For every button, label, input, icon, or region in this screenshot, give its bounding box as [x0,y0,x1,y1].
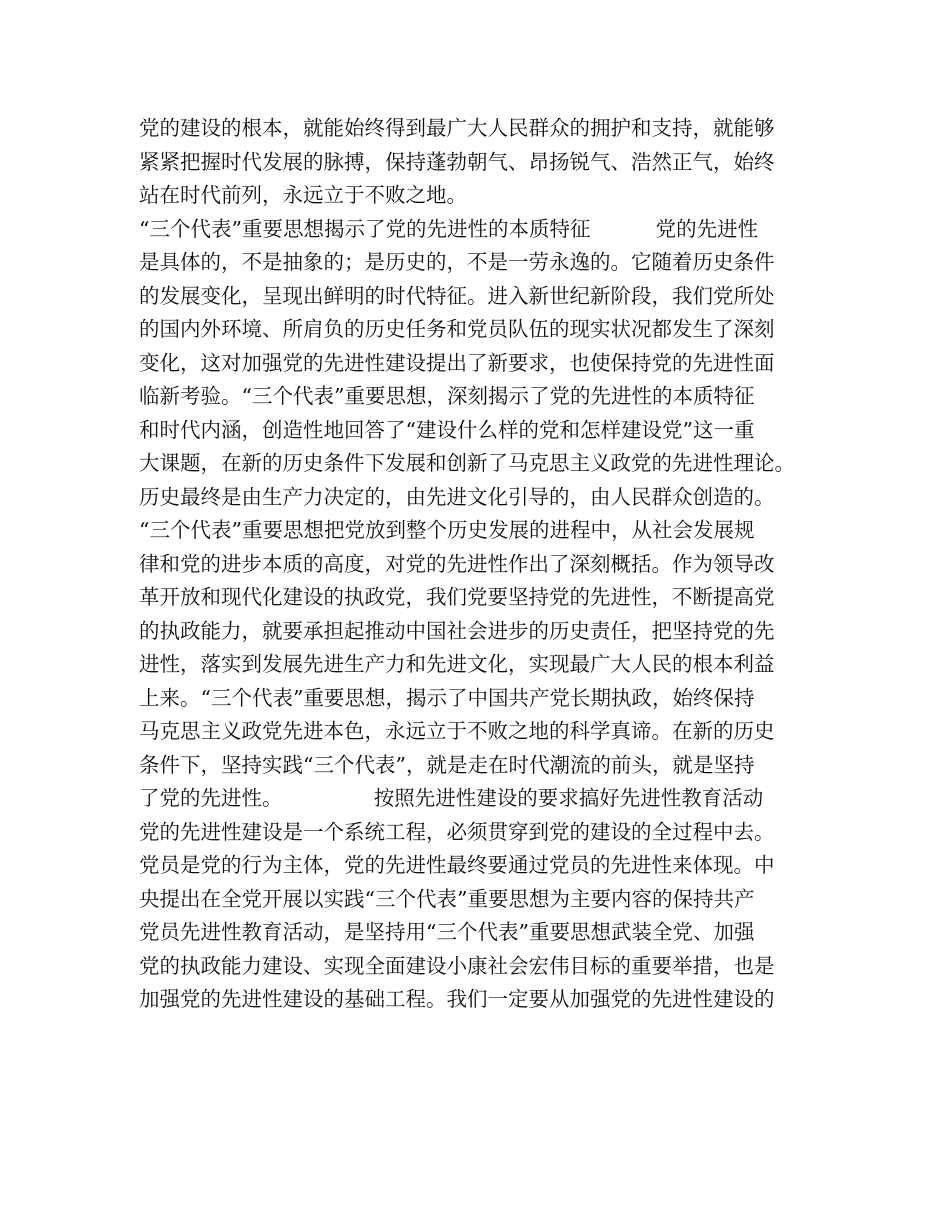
text-line: 变化，这对加强党的先进性建设提出了新要求，也使保持党的先进性面 [139,350,775,375]
text-line: 党的执政能力建设、实现全面建设小康社会宏伟目标的重要举措，也是 [139,953,775,978]
text-line: 加强党的先进性建设的基础工程。我们一定要从加强党的先进性建设的 [139,987,775,1011]
text-line: 大课题，在新的历史条件下发展和创新了马克思主义政党的先进性理论。 [139,451,795,475]
text-line: 律和党的进步本质的高度，对党的先进性作出了深刻概括。作为领导改 [139,551,775,576]
text-line: 条件下，坚持实践“三个代表”，就是走在时代潮流的前头，就是坚持 [139,752,755,777]
body-text [139,112,829,1017]
text-line: “三个代表”重要思想把党放到整个历史发展的进程中，从社会发展规 [139,518,755,542]
text-line: 马克思主义政党先进本色，永远立于不败之地的科学真谛。在新的历史 [139,719,775,743]
text-line: 上来。“三个代表”重要思想，揭示了中国共产党长期执政，始终保持 [139,685,755,710]
text-line: 进性，落实到发展先进生产力和先进文化，实现最广大人民的根本利益 [139,652,775,676]
text-line: 党的建设的根本，就能始终得到最广大人民群众的拥护和支持，就能够 [139,116,775,140]
text-line: 的国内外环境、所肩负的历史任务和党员队伍的现实状况都发生了深刻 [139,317,775,341]
text-line: 临新考验。“三个代表”重要思想，深刻揭示了党的先进性的本质特征 [139,384,755,408]
text-line: 站在时代前列，永远立于不败之地。 [139,183,467,207]
text-line: 党员先进性教育活动，是坚持用“三个代表”重要思想武装全党、加强 [139,920,755,944]
text-line: “三个代表”重要思想揭示了党的先进性的本质特征 党的先进性 [139,216,759,241]
text-line: 央提出在全党开展以实践“三个代表”重要思想为主要内容的保持共产 [139,886,755,911]
text-line: 的发展变化，呈现出鲜明的时代特征。进入新世纪新阶段，我们党所处 [139,283,775,308]
text-line: 的执政能力，就要承担起推动中国社会进步的历史责任，把坚持党的先 [139,618,775,643]
text-line: 历史最终是由生产力决定的，由先进文化引导的，由人民群众创造的。 [139,484,775,509]
text-line: 和时代内涵，创造性地回答了“建设什么样的党和怎样建设党”这一重 [139,417,755,442]
text-line: 了党的先进性。 按照先进性建设的要求搞好先进性教育活动 [139,786,764,810]
text-line: 革开放和现代化建设的执政党，我们党要坚持党的先进性，不断提高党 [139,585,775,609]
text-line: 紧紧把握时代发展的脉搏，保持蓬勃朝气、昂扬锐气、浩然正气，始终 [139,149,775,174]
text-line: 党的先进性建设是一个系统工程，必须贯穿到党的建设的全过程中去。 [139,819,775,844]
text-line: 是具体的，不是抽象的；是历史的，不是一劳永逸的。它随着历史条件 [139,250,775,274]
text-line: 党员是党的行为主体，党的先进性最终要通过党员的先进性来体现。中 [139,853,775,877]
